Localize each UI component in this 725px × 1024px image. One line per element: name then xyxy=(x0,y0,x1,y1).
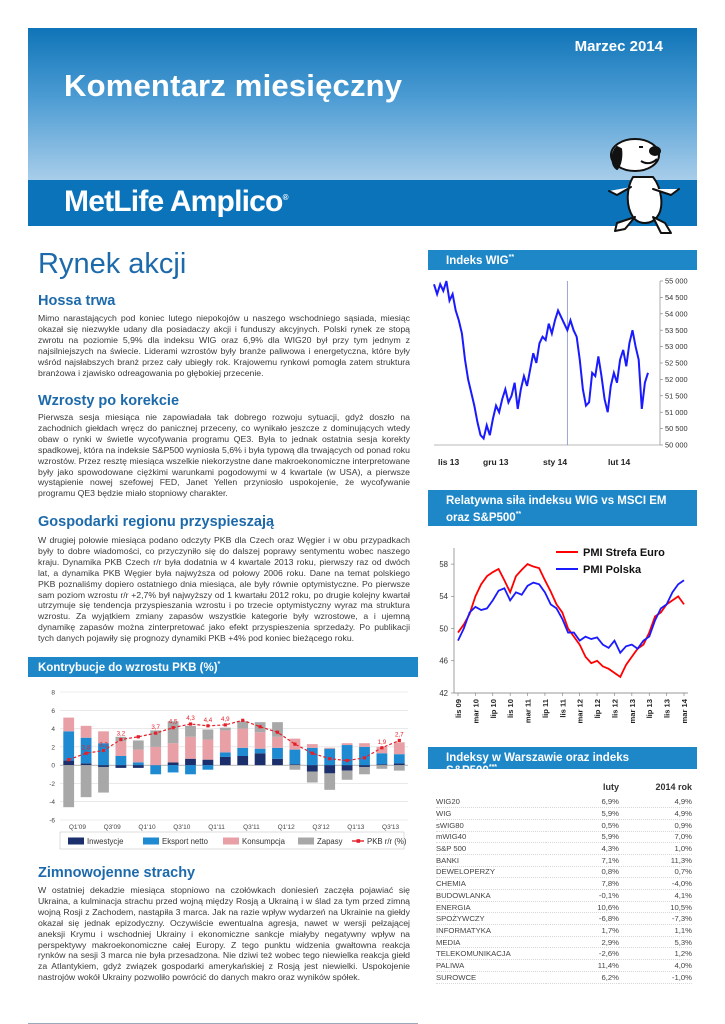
legend-swatch xyxy=(357,839,361,843)
y-tick-label: 58 xyxy=(439,559,448,569)
heading-hossa: Hossa trwa xyxy=(38,293,116,309)
bar-segment xyxy=(255,732,266,748)
text-wzrosty: Pierwsza sesja miesiąca nie zapowiadała tak dobrego rozwoju sytuacji, gdyż doszło na zachodnich giełdach wręcz do panicznej przeceny, co wynikało jeszcze z dominujących wtedy obaw o rynki w świetle wycofywania programu QE3. Była to jednak ostatnia sesja korekty spadkowej, która na indeksie S&P500 wyniosła 5,6% i była typową dla trwających od ponad roku wzrostów. Przez resztę miesiąca wszelkie niekorzystne dane makroekonomiczne interpretowane były jako spowodowane ciężkimi warunkami pogodowymi w 4 kwartale (w USA), a pierwsze wystąpienie nowej szefowej FED, Janet Yellen przyniosło uspokojenie, że wycofywanie programu QE3 będzie miało stopniowy charakter. xyxy=(38,412,410,499)
x-tick-label: lut 14 xyxy=(608,457,631,467)
x-tick-label: lis 13 xyxy=(662,699,672,718)
bar-segment xyxy=(220,752,231,757)
bar-segment xyxy=(359,765,370,767)
gdp-point xyxy=(154,732,157,735)
bar-segment xyxy=(359,767,370,774)
x-tick-label: lis 13 xyxy=(438,457,460,467)
bar-segment xyxy=(81,765,92,797)
bar-segment xyxy=(168,765,179,772)
table-row xyxy=(436,819,692,831)
bar-segment xyxy=(63,765,74,807)
luty-value-cell: 11,4% xyxy=(546,960,619,972)
gdp-point xyxy=(224,723,227,726)
y-tick-label: 51 500 xyxy=(665,391,688,401)
ytd-value-cell: -1,0% xyxy=(619,971,692,983)
data-label: 4,4 xyxy=(203,716,213,724)
bar-segment xyxy=(377,753,388,764)
heading-zimnowojenne: Zimnowojenne strachy xyxy=(38,865,196,881)
y-tick-label: 6 xyxy=(51,707,55,715)
bar-segment xyxy=(342,771,353,780)
x-tick-label: lip 13 xyxy=(645,699,655,719)
y-tick-label: 54 xyxy=(439,592,448,602)
bar-segment xyxy=(324,749,335,765)
luty-value-cell: 0,8% xyxy=(546,866,619,878)
x-tick-label: lip 11 xyxy=(540,699,550,718)
legend-swatch xyxy=(223,838,239,845)
data-label: 2,7 xyxy=(394,731,404,739)
legend-label: PMI Polska xyxy=(583,564,642,576)
gdp-point xyxy=(137,735,140,738)
luty-value-cell: -0,1% xyxy=(546,890,619,902)
pmi-line xyxy=(458,564,684,677)
luty-value-cell: 5,9% xyxy=(546,808,619,820)
legend-label: PKB r/r (%) xyxy=(367,837,407,846)
legend-swatch xyxy=(298,838,314,845)
index-name-cell: TELEKOMUNIKACJA xyxy=(436,948,546,960)
legend-label: Eksport netto xyxy=(162,837,208,846)
heading-gospodarki: Gospodarki regionu przyspieszają xyxy=(38,514,275,530)
ytd-value-cell: 0,9% xyxy=(619,819,692,831)
table-row xyxy=(436,971,692,983)
bar-segment xyxy=(255,749,266,754)
luty-value-cell: 7,1% xyxy=(546,854,619,866)
index-name-cell: BANKI xyxy=(436,854,546,866)
index-name-cell: CHEMIA xyxy=(436,878,546,890)
bar-segment xyxy=(272,737,283,748)
ytd-value-cell: 4,1% xyxy=(619,890,692,902)
ytd-value-cell: 5,3% xyxy=(619,936,692,948)
index-name-cell: mWIG40 xyxy=(436,831,546,843)
wig-line xyxy=(434,281,648,438)
y-tick-label: 54 500 xyxy=(665,293,688,302)
bar-segment xyxy=(203,729,214,739)
luty-value-cell: -2,6% xyxy=(546,948,619,960)
x-tick-label: lis 09 xyxy=(454,699,463,718)
bar-segment xyxy=(81,763,92,765)
ytd-value-cell: 1,2% xyxy=(619,948,692,960)
bar-segment xyxy=(307,748,318,765)
index-name-cell: PALIWA xyxy=(436,960,546,972)
bar-segment xyxy=(185,726,196,737)
wig-index-chart xyxy=(428,275,697,475)
luty-value-cell: 5,9% xyxy=(546,831,619,843)
wig-chart-title: Indeks WIG** xyxy=(428,250,697,270)
bar-segment xyxy=(98,767,109,793)
bar-segment xyxy=(133,750,144,763)
text-hossa: Mimo narastających pod koniec lutego niepokojów u naszego wschodniego sąsiada, miesiąc okazał się niezwykle udany dla posiadaczy akcji i funduszy akcyjnych. Polski rynek ze stopą zwrotu na poziomie 5,9% dla indeksu WIG oraz 6,9% dla WIG20 był przy tym jednym z najsilniejszych na świecie. Liderami wzrostów były branże paliwowa i energetyczna, które były wśród najsłabszych branż przez cały ubiegły rok. Krajowemu rynkowi pomogła zatem struktura branżowa i zjawisko odreagowania po głębokiej przecenie. xyxy=(38,313,410,378)
y-tick-label: 51 000 xyxy=(665,407,688,417)
bar-segment xyxy=(185,737,196,759)
ytd-value-cell: -7,3% xyxy=(619,913,692,925)
y-tick-label: -6 xyxy=(49,817,55,825)
gdp-chart-title: Kontrybucje do wzrostu PKB (%)* xyxy=(28,657,418,677)
gdp-point xyxy=(346,759,349,762)
bar-segment xyxy=(290,764,301,765)
bar-segment xyxy=(394,763,405,765)
gdp-point xyxy=(328,757,331,760)
bar-segment xyxy=(133,765,144,768)
ytd-value-cell: 7,0% xyxy=(619,831,692,843)
bar-segment xyxy=(272,748,283,759)
table-row xyxy=(436,831,692,843)
y-tick-label: 0 xyxy=(51,762,55,770)
table-row xyxy=(436,878,692,890)
index-name-cell: SPOŻYWCZY xyxy=(436,913,546,925)
x-tick-label: Q3'12 xyxy=(312,824,330,831)
y-tick-label: 53 500 xyxy=(665,325,688,335)
pmi-line xyxy=(458,580,684,653)
bar-segment xyxy=(255,753,266,765)
bar-segment xyxy=(220,757,231,765)
x-tick-label: gru 13 xyxy=(483,457,509,467)
x-tick-label: Q3'13 xyxy=(382,824,400,831)
table-row xyxy=(436,854,692,866)
page-title: Komentarz miesięczny xyxy=(64,68,403,103)
data-label: 3,2 xyxy=(99,741,108,749)
bar-segment xyxy=(237,729,248,748)
gdp-point xyxy=(119,738,122,741)
index-name-cell: WIG20 xyxy=(436,796,546,808)
bar-segment xyxy=(220,730,231,752)
x-tick-label: Q3'11 xyxy=(243,824,260,831)
data-label: 4,3 xyxy=(186,715,195,722)
legend-label: Inwestycje xyxy=(87,837,124,846)
bar-segment xyxy=(307,744,318,748)
luty-value-cell: 10,6% xyxy=(546,901,619,913)
bar-segment xyxy=(394,754,405,763)
ytd-value-cell: 11,3% xyxy=(619,854,692,866)
bar-segment xyxy=(116,741,127,756)
x-tick-label: lip 12 xyxy=(593,699,603,719)
bar-segment xyxy=(394,742,405,754)
x-tick-label: Q3'09 xyxy=(103,824,121,831)
x-tick-label: lis 12 xyxy=(610,699,620,718)
table-row xyxy=(436,796,692,808)
table-row xyxy=(436,913,692,925)
y-tick-label: 54 000 xyxy=(665,309,688,319)
y-tick-label: -2 xyxy=(49,780,55,788)
y-tick-label: 46 xyxy=(439,656,448,666)
ytd-value-cell: 0,7% xyxy=(619,866,692,878)
gdp-point xyxy=(206,724,209,727)
table-row xyxy=(436,948,692,960)
data-label: 4,5 xyxy=(168,718,178,726)
y-tick-label: 8 xyxy=(51,689,55,697)
table-row xyxy=(436,808,692,820)
bar-segment xyxy=(203,740,214,760)
ytd-value-cell: -4,0% xyxy=(619,878,692,890)
gdp-point xyxy=(241,719,244,722)
bar-segment xyxy=(290,750,301,765)
gdp-point xyxy=(380,746,383,749)
y-tick-label: 55 000 xyxy=(665,276,688,286)
y-tick-label: 50 500 xyxy=(665,424,688,434)
gdp-point xyxy=(293,743,296,746)
ytd-value-cell: 4,9% xyxy=(619,796,692,808)
data-label: 2,8 xyxy=(81,744,91,752)
x-tick-label: Q1'10 xyxy=(138,824,156,831)
x-tick-label: Q1'09 xyxy=(68,824,86,831)
y-tick-label: 52 500 xyxy=(665,358,688,368)
y-tick-label: 42 xyxy=(439,688,448,698)
bar-segment xyxy=(377,765,388,769)
x-tick-label: mar 12 xyxy=(575,699,585,724)
luty-value-cell: 0,5% xyxy=(546,819,619,831)
table-row xyxy=(436,843,692,855)
index-name-cell: INFORMATYKA xyxy=(436,925,546,937)
section-title: Rynek akcji xyxy=(38,248,187,280)
table-row xyxy=(436,890,692,902)
y-tick-label: 50 xyxy=(439,624,448,634)
bar-segment xyxy=(394,765,405,770)
gdp-point xyxy=(363,756,366,759)
x-tick-label: mar 10 xyxy=(471,699,481,724)
bar-segment xyxy=(168,743,179,762)
gdp-point xyxy=(189,722,192,725)
index-name-cell: SUROWCE xyxy=(436,971,546,983)
bar-segment xyxy=(63,718,74,732)
col-header-name xyxy=(436,778,546,796)
ytd-value-cell: 1,0% xyxy=(619,843,692,855)
x-tick-label: Q1'13 xyxy=(347,824,365,831)
bar-segment xyxy=(116,765,127,768)
bar-segment xyxy=(63,731,74,760)
gdp-point xyxy=(67,758,70,761)
x-tick-label: Q1'11 xyxy=(208,824,225,831)
luty-value-cell: 6,2% xyxy=(546,971,619,983)
pmi-chart xyxy=(428,540,697,740)
bar-segment xyxy=(342,765,353,770)
bar-segment xyxy=(324,765,335,773)
snoopy-illustration xyxy=(595,125,695,250)
bar-segment xyxy=(203,765,214,770)
y-tick-label: 53 000 xyxy=(665,342,688,352)
bar-segment xyxy=(307,772,318,783)
bar-segment xyxy=(290,765,301,770)
legend-label: Zapasy xyxy=(317,837,343,846)
ytd-value-cell: 4,0% xyxy=(619,960,692,972)
bar-segment xyxy=(237,756,248,765)
col-header-2014: 2014 rok xyxy=(655,782,692,792)
bar-segment xyxy=(324,748,335,749)
index-name-cell: sWIG80 xyxy=(436,819,546,831)
x-tick-label: mar 11 xyxy=(523,699,533,724)
y-tick-label: 50 000 xyxy=(665,440,688,450)
bar-segment xyxy=(307,765,318,771)
x-tick-label: lip 10 xyxy=(488,699,498,719)
x-tick-label: Q3'10 xyxy=(173,824,191,831)
gdp-point xyxy=(398,739,401,742)
bar-segment xyxy=(81,726,92,738)
legend-label: PMI Strefa Euro xyxy=(583,547,665,559)
index-returns-table xyxy=(436,778,692,984)
y-tick-label: 4 xyxy=(51,726,55,734)
bar-segment xyxy=(342,743,353,745)
x-tick-label: mar 13 xyxy=(627,699,637,724)
gdp-point xyxy=(259,725,262,728)
bar-segment xyxy=(237,748,248,756)
table-row xyxy=(436,925,692,937)
table-row xyxy=(436,901,692,913)
index-table-title: Indeksy w Warszawie oraz indeks S&P500*** xyxy=(428,747,697,769)
data-label: 4,9 xyxy=(220,715,230,723)
luty-value-cell: 4,3% xyxy=(546,843,619,855)
table-row xyxy=(436,960,692,972)
ytd-value-cell: 10,5% xyxy=(619,901,692,913)
data-label: 1,9 xyxy=(377,738,387,746)
relative-strength-title: Relatywna siła indeksu WIG vs MSCI EM oraz S&P500** xyxy=(428,490,697,526)
issue-date: Marzec 2014 xyxy=(574,38,663,55)
table-row xyxy=(436,936,692,948)
x-tick-label: Q1'12 xyxy=(277,824,295,831)
text-zimnowojenne: W ostatniej dekadzie miesiąca stopniowo na czołówkach doniesień zaczęła pojawiać się Ukraina, a kulminacja strachu przed wojną między Rosją a Ukrainą i w ślad za tym przed zimną wojną Rosji z Zachodem, nastąpiła 3 marca. Jak na razie wpływ wydarzeń na Ukrainie na giełdy okazał się jednak epizodyczny. Oczywiście ewentualna agresja, nawet w wersji pełzającej aneksji Krymu i wschodniej Ukrainy i ekonomiczne sankcje miałyby negatywny wpływ na perspektywy makroekonomiczne całej Europy. Z tego punktu widzenia gwałtowna reakcja rynków na sesji 3 marca nie była przesadzona. Nie dziwi też wobec tego niewielka reakcja giełd za Atlantykiem, gdyż związek gospodarki amerykańskiej z Rosją jest niewielki. Uspokojenie nastrojów wokół Ukrainy pozwoliło powrócić do danych makro oraz wyników spółek. xyxy=(38,885,410,983)
gdp-point xyxy=(311,752,314,755)
gdp-point xyxy=(172,726,175,729)
luty-value-cell: 2,9% xyxy=(546,936,619,948)
index-name-cell: DEWELOPERZY xyxy=(436,866,546,878)
gdp-contributions-chart xyxy=(28,680,418,855)
bar-segment xyxy=(272,759,283,765)
gdp-point xyxy=(85,752,88,755)
index-name-cell: MEDIA xyxy=(436,936,546,948)
bar-segment xyxy=(185,765,196,774)
y-tick-label: -4 xyxy=(49,799,55,807)
legend-swatch xyxy=(143,838,159,845)
bar-segment xyxy=(133,762,144,765)
heading-wzrosty: Wzrosty po korekcie xyxy=(38,393,180,409)
bar-segment xyxy=(324,773,335,789)
bar-segment xyxy=(185,759,196,765)
table-header-row xyxy=(436,778,692,796)
x-tick-label: mar 14 xyxy=(680,699,689,724)
x-tick-label: sty 14 xyxy=(543,457,568,467)
gdp-point xyxy=(276,731,279,734)
luty-value-cell: -6,8% xyxy=(546,913,619,925)
bar-segment xyxy=(168,762,179,765)
bar-segment xyxy=(150,765,161,774)
col-header-luty: luty xyxy=(602,782,619,792)
legend-label: Konsumpcja xyxy=(242,837,285,846)
luty-value-cell: 7,8% xyxy=(546,878,619,890)
gdp-point xyxy=(102,749,105,752)
bar-segment xyxy=(359,743,370,747)
bar-segment xyxy=(98,765,109,767)
data-label: 3,2 xyxy=(116,730,126,738)
bar-segment xyxy=(220,728,231,731)
legend-swatch xyxy=(68,838,84,845)
x-tick-label: lis 10 xyxy=(506,699,516,718)
index-name-cell: WIG xyxy=(436,808,546,820)
bar-segment xyxy=(203,760,214,765)
data-label: 3,7 xyxy=(151,724,161,732)
ytd-value-cell: 1,1% xyxy=(619,925,692,937)
index-name-cell: BUDOWLANKA xyxy=(436,890,546,902)
index-name-cell: ENERGIA xyxy=(436,901,546,913)
luty-value-cell: 6,9% xyxy=(546,796,619,808)
x-tick-label: lis 11 xyxy=(558,699,568,718)
bar-segment xyxy=(377,764,388,765)
y-tick-label: 52 000 xyxy=(665,375,688,384)
bar-segment xyxy=(150,747,161,765)
bar-segment xyxy=(133,740,144,749)
table-row xyxy=(436,866,692,878)
bar-segment xyxy=(116,756,127,765)
y-tick-label: 2 xyxy=(51,744,55,752)
brand-logo: MetLife Amplico® xyxy=(64,185,288,218)
ytd-value-cell: 4,9% xyxy=(619,808,692,820)
index-name-cell: S&P 500 xyxy=(436,843,546,855)
luty-value-cell: 1,7% xyxy=(546,925,619,937)
text-gospodarki: W drugiej połowie miesiąca podano odczyty PKB dla Czech oraz Węgier i w obu przypadkach były to dobre wiadomości, co przyczyniło się do dalszej poprawy sentymentu wobec naszego kraju. Dynamika PKB Czech r/r była dodatnia w 4 kwartale 2013 roku, pierwszy raz od dwóch lat, a dynamika PKB Węgier była najwyższa od połowy 2006 roku. Dane na temat polskiego PKB poznaliśmy dopiero ostatniego dnia miesiąca, ale były równie optymistyczne. Po pierwsze sam poziom wzrostu r/r +2,7% był najwyższy od 1 kwartału 2012 roku, po drugie kolejny kwartał utrzymuje się tendencja przyspieszania wzrostu i po trzecie optymistyczny wyraz ma struktura wzrostu. Za wyjątkiem zmiany zapasów wszystkie kategorie były wzrostowe, a i ujemną dynamikę zapasów można zinterpretować jako efekt przyspieszenia sprzedaży. Po publikacji tych danych pojawiły się prognozy dynamiki PKB +4% pod koniec bieżącego roku. xyxy=(38,535,410,644)
